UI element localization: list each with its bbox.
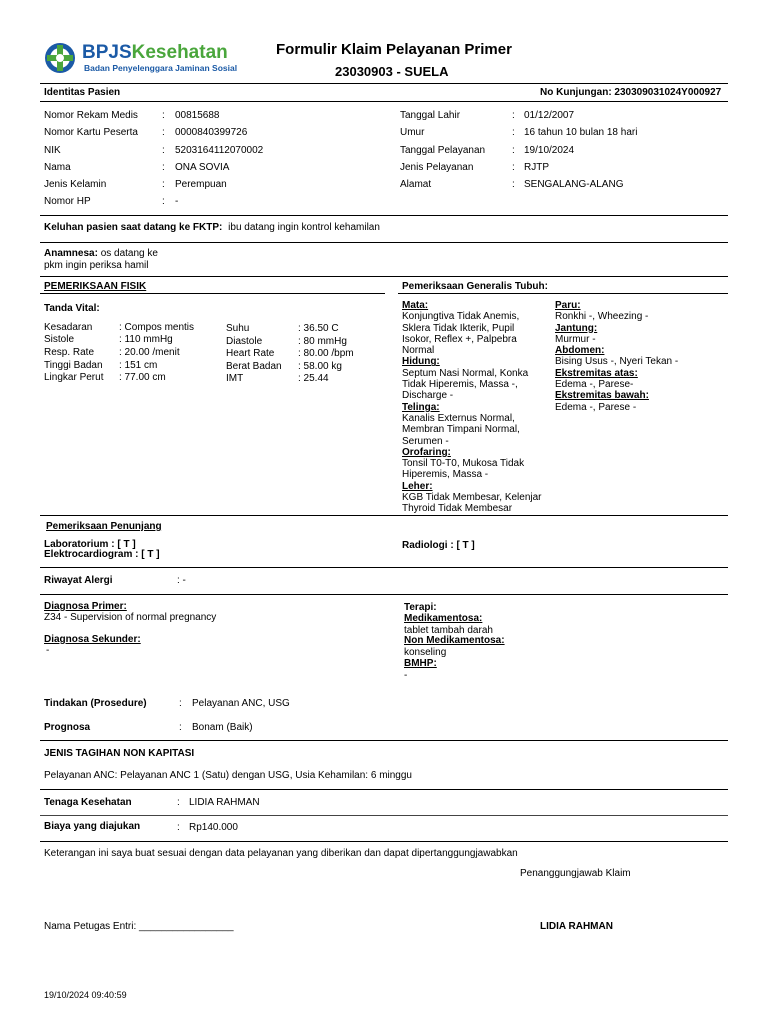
exam-text: KGB Tidak Membesar, Kelenjar <box>402 492 542 504</box>
bpjs-logo <box>44 42 238 76</box>
allergy-value: : - <box>177 575 186 586</box>
non-medication-value: konseling <box>404 647 447 658</box>
exam-text: Tidak Hiperemis, Massa -, <box>402 379 518 391</box>
divider <box>398 293 728 294</box>
primary-diagnosis-value: Z34 - Supervision of normal pregnancy <box>44 612 217 623</box>
physical-exam-title: PEMERIKSAAN FISIK <box>44 281 147 292</box>
non-capitation-title: JENIS TAGIHAN NON KAPITASI <box>44 748 195 759</box>
exam-text: Thyroid Tidak Membesar <box>402 503 513 515</box>
name-value: ONA SOVIA <box>175 162 230 173</box>
cost-label: Biaya yang diajukan <box>44 821 141 832</box>
service-date-value: 19/10/2024 <box>524 145 575 156</box>
vital-label: IMT <box>226 373 244 384</box>
vital-value: : 80 mmHg <box>298 336 347 347</box>
exam-text: Discharge - <box>402 390 454 402</box>
medication-value: tablet tambah darah <box>404 625 493 636</box>
vital-label: Resp. Rate <box>44 347 95 358</box>
brand-name-2: Kesehatan <box>131 42 228 63</box>
anamnesa-line1: os datang ke <box>100 248 158 259</box>
exam-text: Septum Nasi Normal, Konka <box>402 367 529 379</box>
vital-value: : 25.44 <box>298 373 329 384</box>
allergy-label: Riwayat Alergi <box>44 575 113 586</box>
brand-name-1: BPJS <box>82 42 132 63</box>
address-value: SENGALANG-ALANG <box>524 179 624 190</box>
age-value: 16 tahun 10 bulan 18 hari <box>524 127 638 138</box>
responsible-name: LIDIA RAHMAN <box>540 921 613 932</box>
vital-label: Berat Badan <box>226 361 282 372</box>
vitals-title: Tanda Vital: <box>44 303 100 314</box>
exam-heading: Paru: <box>555 300 581 311</box>
form-subtitle: 23030903 - SUELA <box>335 64 449 79</box>
procedure-value: Pelayanan ANC, USG <box>192 698 290 709</box>
vital-value: : 151 cm <box>119 360 158 371</box>
complaint <box>44 222 380 233</box>
address-label: Alamat <box>400 179 432 190</box>
form-title: Formulir Klaim Pelayanan Primer <box>276 41 512 58</box>
anamnesa <box>44 248 158 259</box>
exam-text: Serumen - <box>402 435 449 447</box>
vital-label: Sistole <box>44 334 75 345</box>
nik-value: 5203164112070002 <box>175 145 264 156</box>
colon: : <box>179 698 182 709</box>
dob-value: 01/12/2007 <box>524 110 575 121</box>
vital-label: Suhu <box>226 323 250 334</box>
dob-label: Tanggal Lahir <box>400 110 461 121</box>
vital-label: Diastole <box>226 336 263 347</box>
service-type-label: Jenis Pelayanan <box>400 162 474 173</box>
vital-value: : 58.00 kg <box>298 361 342 372</box>
exam-text: Kanalis Externus Normal, <box>402 412 515 424</box>
mrn-label: Nomor Rekam Medis <box>44 110 138 121</box>
general-exam-col1 <box>402 300 552 515</box>
colon: : <box>177 797 180 808</box>
colon: : <box>512 110 515 121</box>
age-label: Umur <box>400 127 425 138</box>
medication-label: Medikamentosa: <box>404 613 483 624</box>
cost-value: Rp140.000 <box>189 822 238 833</box>
colon: : <box>162 110 165 121</box>
card-value: 0000840399726 <box>175 127 248 138</box>
responsible-label: Penanggungjawab Klaim <box>520 868 631 879</box>
colon: : <box>512 145 515 156</box>
general-exam-title: Pemeriksaan Generalis Tubuh: <box>402 281 548 292</box>
exam-text: Tonsil T0-T0, Mukosa Tidak <box>402 458 525 470</box>
name-label: Nama <box>44 162 71 173</box>
print-timestamp: 19/10/2024 09:40:59 <box>44 990 127 1000</box>
colon: : <box>512 127 515 138</box>
non-capitation-value: Pelayanan ANC: Pelayanan ANC 1 (Satu) dengan USG, Usia Kehamilan: 6 minggu <box>44 770 412 781</box>
exam-heading: Orofaring: <box>402 446 451 458</box>
exam-text: Edema -, Parese- <box>555 379 634 391</box>
exam-text: Sklera Tidak Ikterik, Pupil <box>402 322 515 334</box>
exam-text: Murmur - <box>555 333 596 345</box>
nik-label: NIK <box>44 145 61 156</box>
vital-label: Kesadaran <box>44 322 93 333</box>
ekg-result: Elektrocardiogram : [ T ] <box>44 549 160 560</box>
exam-heading: Abdomen: <box>555 345 605 357</box>
exam-heading: Telinga: <box>402 401 440 413</box>
mrn-value: 00815688 <box>175 110 220 121</box>
service-type-value: RJTP <box>524 162 549 173</box>
exam-heading: Leher: <box>402 480 433 492</box>
vital-value: : Compos mentis <box>119 322 195 333</box>
support-title: Pemeriksaan Penunjang <box>46 521 162 532</box>
prognosis-value: Bonam (Baik) <box>192 722 253 733</box>
vital-value: : 110 mmHg <box>119 334 173 345</box>
card-label: Nomor Kartu Peserta <box>44 127 138 138</box>
colon: : <box>162 127 165 138</box>
non-medication-label: Non Medikamentosa: <box>404 635 505 646</box>
visit-number: No Kunjungan: 230309031024Y000927 <box>540 87 722 98</box>
vital-label: Tinggi Badan <box>44 360 103 371</box>
divider <box>40 293 385 294</box>
brand-tagline: Badan Penyelenggara Jaminan Sosial <box>84 63 238 73</box>
exam-heading: Mata: <box>402 300 429 311</box>
identity-section-label: Identitas Pasien <box>44 87 121 98</box>
colon: : <box>177 822 180 833</box>
statement: Keterangan ini saya buat sesuai dengan data pelayanan yang diberikan dan dapat dipertanggungjawabkan <box>44 848 518 859</box>
vital-label: Lingkar Perut <box>44 372 104 383</box>
staff-label: Tenaga Kesehatan <box>44 797 132 808</box>
exam-heading: Ekstremitas atas: <box>555 367 638 379</box>
secondary-diagnosis-value: - <box>46 645 50 656</box>
exam-text: Edema -, Parese - <box>555 401 637 413</box>
therapy-label: Terapi: <box>404 602 437 613</box>
gender-label: Jenis Kelamin <box>44 179 107 190</box>
exam-text: Hiperemis, Massa - <box>402 469 489 481</box>
complaint-label: Keluhan pasien saat datang ke FKTP: <box>44 222 223 233</box>
vital-value: : 80.00 /bpm <box>298 348 354 359</box>
colon: : <box>512 179 515 190</box>
exam-text: Isokor, Reflex +, Palpebra <box>402 333 517 345</box>
general-exam-col2 <box>555 300 725 413</box>
vital-label: Heart Rate <box>226 348 275 359</box>
colon: : <box>512 162 515 173</box>
exam-text: Ronkhi -, Wheezing - <box>555 311 649 323</box>
secondary-diagnosis-label: Diagnosa Sekunder: <box>44 634 141 645</box>
colon: : <box>162 179 165 190</box>
phone-value: - <box>175 196 179 207</box>
bpjs-logo-mark <box>44 42 76 74</box>
colon: : <box>179 722 182 733</box>
exam-heading: Jantung: <box>555 322 598 334</box>
radiology-result: Radiologi : [ T ] <box>402 540 475 551</box>
phone-label: Nomor HP <box>44 196 91 207</box>
service-date-label: Tanggal Pelayanan <box>400 145 486 156</box>
gender-value: Perempuan <box>175 179 227 190</box>
vital-value: : 20.00 /menit <box>119 347 180 358</box>
bmhp-label: BMHP: <box>404 658 437 669</box>
primary-diagnosis-label: Diagnosa Primer: <box>44 601 127 612</box>
complaint-value: ibu datang ingin kontrol kehamilan <box>228 222 380 233</box>
staff-value: LIDIA RAHMAN <box>189 797 260 808</box>
exam-text: Membran Timpani Normal, <box>402 424 520 436</box>
colon: : <box>162 162 165 173</box>
procedure-label: Tindakan (Prosedure) <box>44 698 147 709</box>
colon: : <box>162 145 165 156</box>
vital-value: : 36.50 C <box>298 323 339 334</box>
colon: : <box>162 196 165 207</box>
anamnesa-label: Anamnesa: <box>44 248 98 259</box>
anamnesa-line2: pkm ingin periksa hamil <box>44 260 149 271</box>
exam-text: Konjungtiva Tidak Anemis, <box>402 311 520 323</box>
exam-text: Normal <box>402 345 435 357</box>
prognosis-label: Prognosa <box>44 722 91 733</box>
entry-officer-label: Nama Petugas Entri: _________________ <box>44 921 234 932</box>
lab-result: Laboratorium : [ T ] <box>44 539 136 550</box>
exam-heading: Hidung: <box>402 356 440 368</box>
exam-text: Bising Usus -, Nyeri Tekan - <box>555 356 679 368</box>
exam-heading: Ekstremitas bawah: <box>555 390 649 402</box>
vital-value: : 77.00 cm <box>119 372 166 383</box>
bmhp-value: - <box>404 670 408 681</box>
